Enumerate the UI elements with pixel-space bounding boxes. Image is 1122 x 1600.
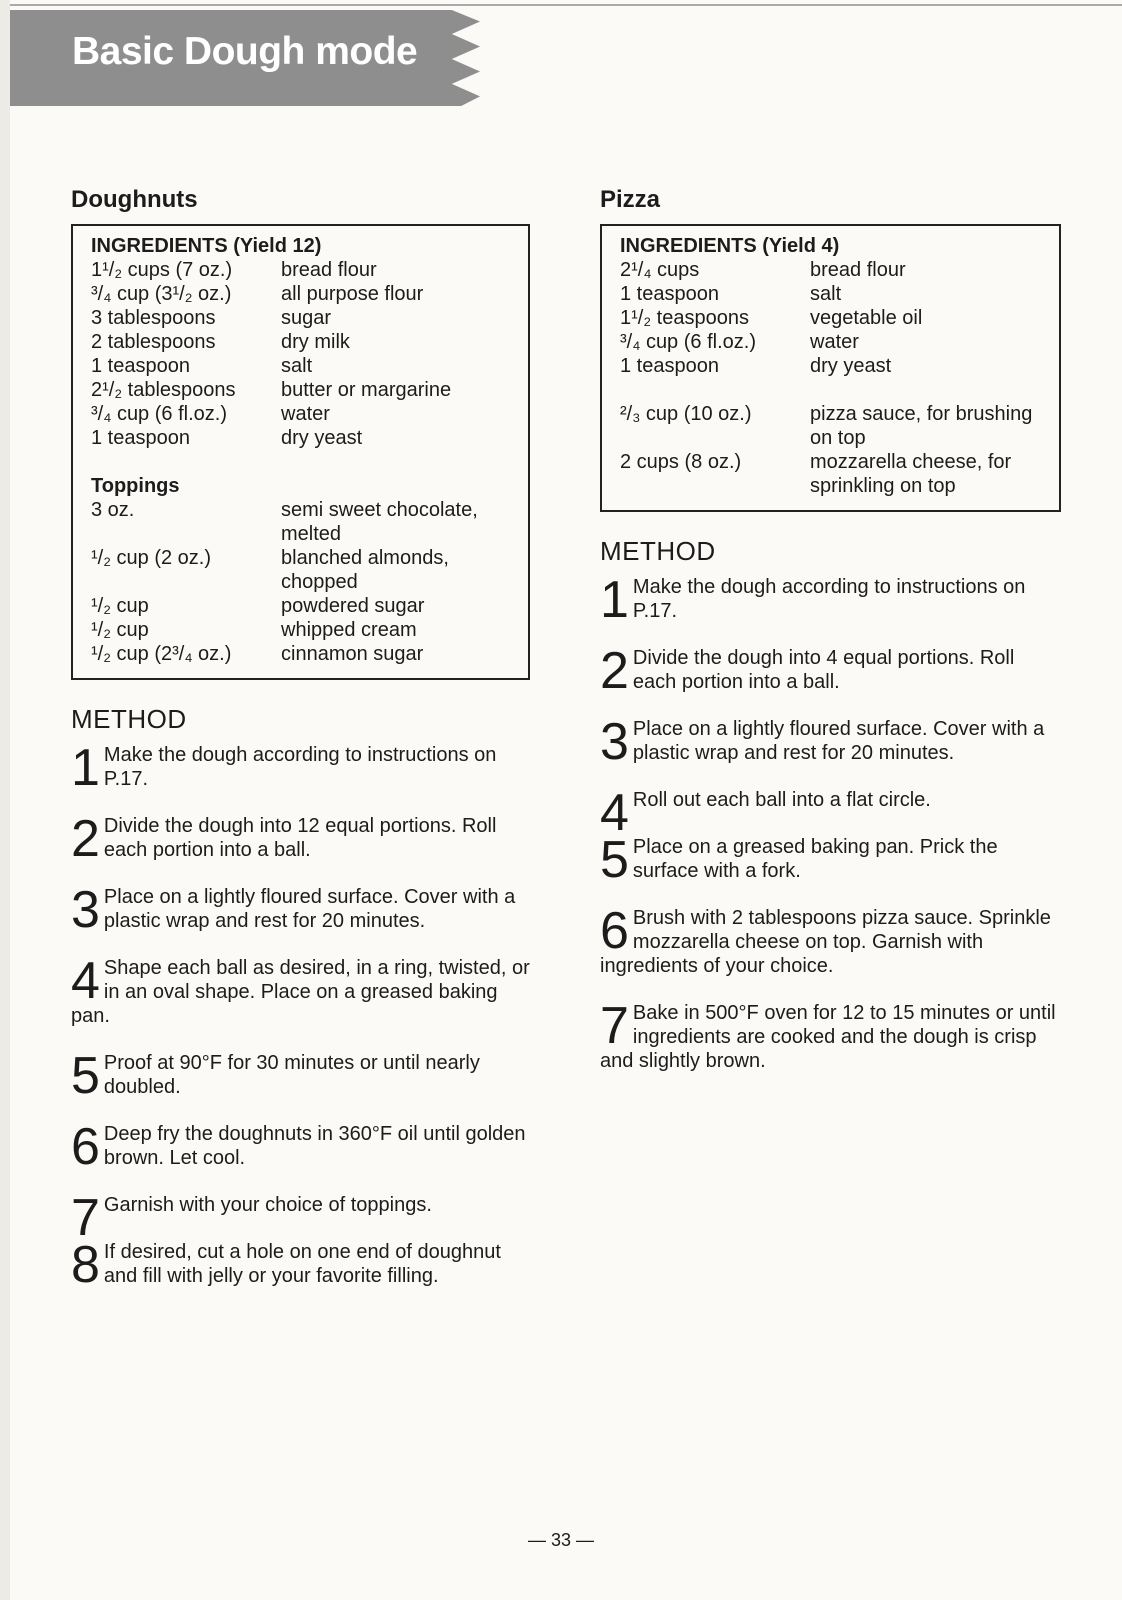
ingredient-row	[91, 378, 510, 402]
ingredient-row	[620, 330, 1041, 354]
ingredient-name: butter or margarine	[281, 379, 452, 401]
step-text: Garnish with your choice of toppings.	[103, 1194, 432, 1216]
ingredient-quantity: 3 oz.	[91, 499, 135, 521]
step-text: Bake in 500°F oven for 12 to 15 minutes or until ingredients are cooked and the dough is crisp and slightly brown.	[600, 1002, 1056, 1072]
step-text: Place on a greased baking pan. Prick the surface with a fork.	[632, 836, 998, 882]
step-number: 5	[71, 1047, 100, 1105]
ingredient-name: bread flour	[281, 259, 377, 281]
step-number: 1	[600, 571, 629, 629]
pizza-ingredient-list	[620, 258, 1041, 378]
ingredient-row	[620, 450, 1041, 498]
pizza-method-steps	[600, 571, 1061, 1073]
ingredient-row	[91, 618, 510, 642]
ingredient-quantity: 1¹/₂ teaspoons	[620, 307, 749, 329]
step-text: Divide the dough into 12 equal portions. Roll each portion into a ball.	[103, 815, 497, 861]
ingredient-quantity: 1 teaspoon	[620, 283, 719, 305]
method-step	[600, 713, 1061, 771]
method-step	[71, 1118, 530, 1176]
ingredient-name: mozzarella cheese, for sprinkling on top	[810, 451, 1012, 497]
step-text: Make the dough according to instructions on P.17.	[103, 744, 497, 790]
ingredient-row	[620, 258, 1041, 282]
ingredient-quantity: 2 cups (8 oz.)	[620, 451, 742, 473]
ingredient-quantity: ³/₄ cup (6 fl.oz.)	[620, 331, 756, 353]
ingredient-quantity: ¹/₂ cup (2³/₄ oz.)	[91, 643, 232, 665]
pizza-method-heading: METHOD	[600, 536, 716, 566]
ingredient-row	[620, 282, 1041, 306]
ingredient-name: bread flour	[810, 259, 906, 281]
step-number: 2	[600, 642, 629, 700]
ingredient-row	[91, 282, 510, 306]
step-number: 6	[71, 1118, 100, 1176]
ingredient-row	[91, 642, 510, 666]
ingredient-row	[91, 498, 510, 546]
spacer	[91, 450, 510, 474]
pizza-title: Pizza	[600, 186, 661, 213]
ingredient-row	[91, 306, 510, 330]
ingredient-quantity: ³/₄ cup (3¹/₂ oz.)	[91, 283, 232, 305]
top-rule	[10, 4, 1122, 6]
ingredient-quantity: ¹/₂ cup	[91, 595, 149, 617]
step-text: Roll out each ball into a flat circle.	[632, 789, 931, 811]
ingredient-quantity: 3 tablespoons	[91, 307, 216, 329]
pizza-recipe	[600, 186, 1061, 1096]
doughnuts-ingredients-heading: INGREDIENTS (Yield 12)	[91, 235, 322, 257]
step-number: 6	[600, 902, 629, 960]
ingredient-row	[91, 594, 510, 618]
ingredient-name: blanched almonds, chopped	[281, 547, 449, 593]
method-step	[600, 831, 1061, 889]
ingredient-name: vegetable oil	[810, 307, 923, 329]
step-number: 4	[600, 784, 629, 842]
ingredient-name: dry milk	[281, 331, 350, 353]
step-number: 7	[600, 997, 629, 1055]
ingredient-quantity: 2 tablespoons	[91, 331, 216, 353]
method-step	[600, 642, 1061, 700]
ingredient-name: cinnamon sugar	[281, 643, 424, 665]
ingredient-name: semi sweet chocolate, melted	[281, 499, 478, 545]
ingredient-name: pizza sauce, for brushing on top	[810, 403, 1033, 449]
step-text: Place on a lightly floured surface. Cover with a plastic wrap and rest for 20 minutes.	[632, 718, 1045, 764]
doughnuts-method-steps	[71, 739, 530, 1294]
pizza-extra-ingredient-list	[620, 402, 1041, 498]
step-text: Deep fry the doughnuts in 360°F oil until golden brown. Let cool.	[103, 1123, 526, 1169]
method-step	[71, 1189, 530, 1247]
ingredient-row	[91, 426, 510, 450]
ingredient-row	[620, 354, 1041, 378]
step-text: Make the dough according to instructions on P.17.	[632, 576, 1026, 622]
ingredient-name: whipped cream	[281, 619, 417, 641]
method-step	[600, 997, 1061, 1073]
ingredient-quantity: ¹/₂ cup	[91, 619, 149, 641]
ingredient-row	[91, 354, 510, 378]
method-step	[71, 952, 530, 1028]
method-step	[600, 571, 1061, 629]
doughnuts-ingredient-list	[91, 258, 510, 450]
ingredient-quantity: 2¹/₂ tablespoons	[91, 379, 236, 401]
pizza-ingredients-heading: INGREDIENTS (Yield 4)	[620, 235, 840, 257]
ingredient-name: salt	[810, 283, 842, 305]
doughnuts-method-heading: METHOD	[71, 704, 187, 734]
step-text: If desired, cut a hole on one end of doughnut and fill with jelly or your favorite filling.	[103, 1241, 501, 1287]
page-title: Basic Dough mode	[72, 30, 418, 73]
step-text: Shape each ball as desired, in a ring, twisted, or in an oval shape. Place on a greased baking pan.	[71, 957, 530, 1027]
doughnuts-recipe	[71, 186, 530, 1311]
ingredient-quantity: 1 teaspoon	[91, 355, 190, 377]
ingredient-quantity: ²/₃ cup (10 oz.)	[620, 403, 752, 425]
ingredient-row	[91, 402, 510, 426]
step-text: Brush with 2 tablespoons pizza sauce. Sprinkle mozzarella cheese on top. Garnish with ingredients of your choice.	[600, 907, 1051, 977]
ingredient-row	[91, 258, 510, 282]
step-number: 2	[71, 810, 100, 868]
doughnuts-topping-list	[91, 498, 510, 666]
ingredient-name: dry yeast	[281, 427, 363, 449]
page-number: — 33 —	[527, 1530, 595, 1550]
doughnuts-ingredients-box	[71, 224, 530, 680]
ingredient-name: water	[810, 331, 859, 353]
ingredient-name: salt	[281, 355, 313, 377]
ingredient-quantity: 1 teaspoon	[91, 427, 190, 449]
step-text: Divide the dough into 4 equal portions. Roll each portion into a ball.	[632, 647, 1015, 693]
ingredient-name: water	[281, 403, 330, 425]
step-number: 3	[71, 881, 100, 939]
ingredient-row	[620, 402, 1041, 450]
ingredient-name: all purpose flour	[281, 283, 424, 305]
method-step	[600, 902, 1061, 978]
doughnuts-title: Doughnuts	[71, 186, 198, 213]
step-number: 5	[600, 831, 629, 889]
ingredient-name: dry yeast	[810, 355, 892, 377]
ingredient-quantity: 2¹/₄ cups	[620, 259, 700, 281]
step-number: 7	[71, 1189, 100, 1247]
ingredient-row	[91, 330, 510, 354]
method-step	[71, 1236, 530, 1294]
method-step	[600, 784, 1061, 842]
step-text: Proof at 90°F for 30 minutes or until nearly doubled.	[103, 1052, 480, 1098]
method-step	[71, 1047, 530, 1105]
step-number: 4	[71, 952, 100, 1010]
method-step	[71, 881, 530, 939]
ingredient-quantity: ³/₄ cup (6 fl.oz.)	[91, 403, 227, 425]
step-text: Place on a lightly floured surface. Cover with a plastic wrap and rest for 20 minutes.	[103, 886, 516, 932]
ingredient-name: sugar	[281, 307, 332, 329]
ingredient-quantity: 1¹/₂ cups (7 oz.)	[91, 259, 233, 281]
ingredient-row	[91, 546, 510, 594]
method-step	[71, 810, 530, 868]
step-number: 1	[71, 739, 100, 797]
page-binding-edge	[0, 0, 10, 1600]
ingredient-name: powdered sugar	[281, 595, 425, 617]
doughnuts-toppings-heading: Toppings	[91, 475, 180, 497]
step-number: 3	[600, 713, 629, 771]
ingredient-quantity: 1 teaspoon	[620, 355, 719, 377]
ingredient-row	[620, 306, 1041, 330]
spacer	[620, 378, 1041, 402]
method-step	[71, 739, 530, 797]
pizza-ingredients-box	[600, 224, 1061, 512]
step-number: 8	[71, 1236, 100, 1294]
ingredient-quantity: ¹/₂ cup (2 oz.)	[91, 547, 212, 569]
